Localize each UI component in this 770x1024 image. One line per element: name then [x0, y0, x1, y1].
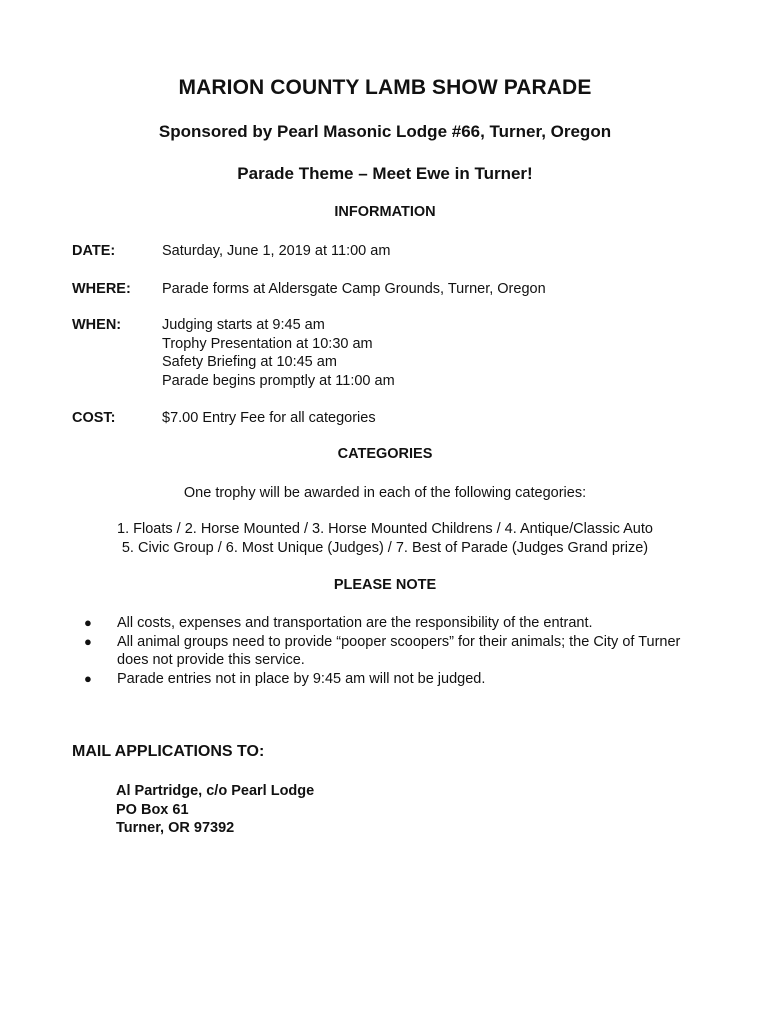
date-label: DATE: [72, 243, 116, 259]
address-line: PO Box 61 [116, 801, 189, 818]
note-text: Parade entries not in place by 9:45 am will not be judged. [117, 670, 486, 687]
note-text: All costs, expenses and transportation are the responsibility of the entrant. [117, 615, 593, 631]
schedule-line: Safety Briefing at 10:45 am [162, 354, 337, 370]
please-note-list [84, 614, 684, 688]
please-note-heading: PLEASE NOTE [333, 577, 437, 593]
where-label: WHERE: [72, 281, 131, 297]
cost-value: $7.00 Entry Fee for all categories [162, 410, 376, 426]
parade-theme: Parade Theme – Meet Ewe in Turner! [237, 164, 533, 183]
schedule-line: Judging starts at 9:45 am [162, 317, 325, 333]
categories-heading: CATEGORIES [337, 446, 433, 462]
schedule-line: Parade begins promptly at 11:00 am [162, 372, 395, 389]
schedule-line: Trophy Presentation at 10:30 am [162, 335, 373, 352]
list-item [84, 670, 684, 689]
mail-applications-heading: MAIL APPLICATIONS TO: [72, 743, 265, 760]
list-item [84, 633, 684, 670]
category-line: 5. Civic Group / 6. Most Unique (Judges) / 7. Best of Parade (Judges Grand prize) [121, 540, 649, 556]
where-value: Parade forms at Aldersgate Camp Grounds, Turner, Oregon [162, 281, 546, 297]
date-value: Saturday, June 1, 2019 at 11:00 am [162, 243, 391, 259]
categories-list [0, 520, 770, 558]
when-schedule [162, 316, 395, 390]
when-label: WHEN: [72, 317, 122, 333]
bullet-icon: ● [84, 633, 92, 649]
sponsor-line: Sponsored by Pearl Masonic Lodge #66, Turner, Oregon [158, 122, 612, 141]
information-heading: INFORMATION [334, 204, 436, 220]
bullet-icon: ● [84, 670, 92, 686]
address-line: Al Partridge, c/o Pearl Lodge [116, 783, 315, 799]
address-line: Turner, OR 97392 [116, 820, 235, 836]
note-text: All animal groups need to provide “pooper scoopers” for their animals; the City of Turner does not provide this service. [117, 633, 681, 668]
list-item [84, 614, 684, 633]
mailing-address [116, 782, 314, 838]
document-title: MARION COUNTY LAMB SHOW PARADE [178, 76, 592, 99]
category-line: 1. Floats / 2. Horse Mounted / 3. Horse Mounted Childrens / 4. Antique/Classic Auto [117, 521, 653, 537]
bullet-icon: ● [84, 615, 92, 630]
categories-intro: One trophy will be awarded in each of the following categories: [183, 485, 587, 501]
cost-label: COST: [72, 410, 116, 426]
